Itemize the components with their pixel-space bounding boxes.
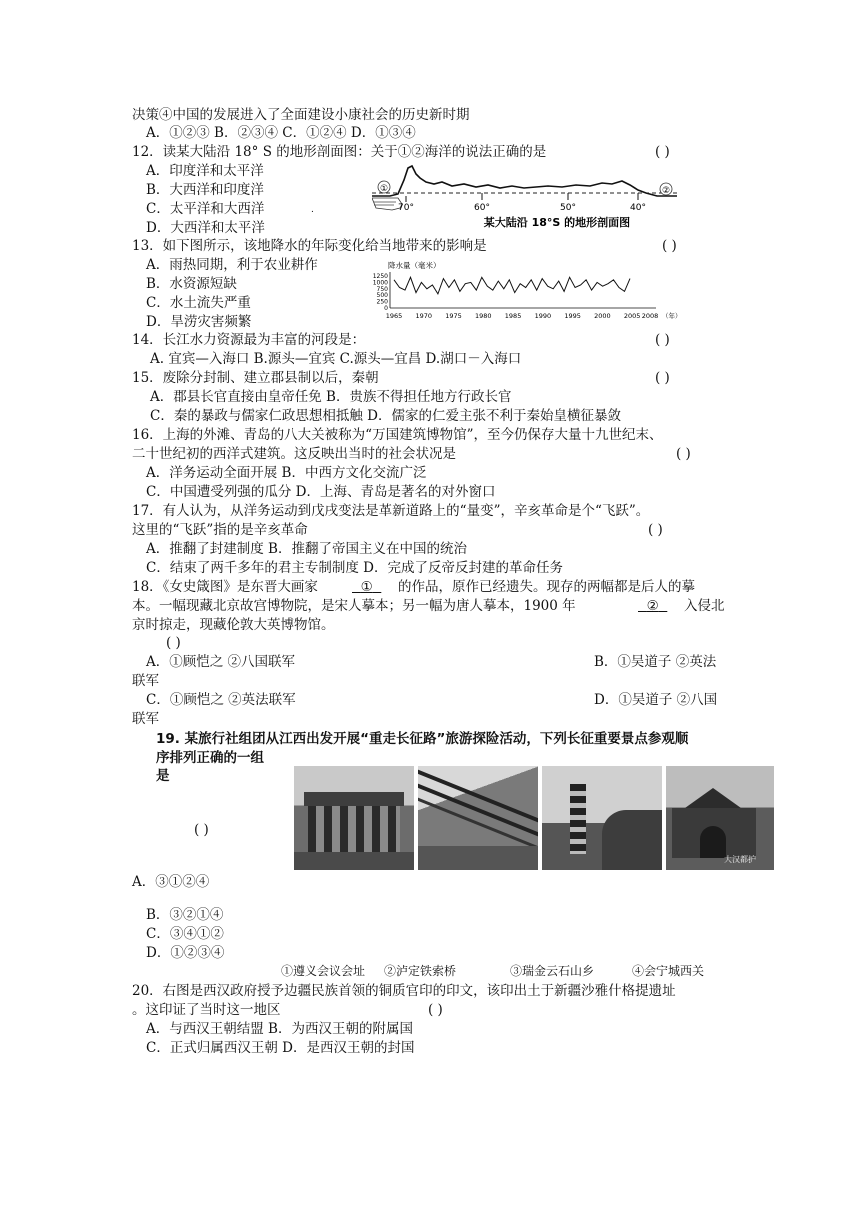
- photo-yunshi-mountain: [542, 766, 662, 870]
- profile-tick-60: 60°: [474, 203, 490, 213]
- q13-option-b: B．水资源短缺: [146, 276, 237, 292]
- q18-stem-line3: 京时掠走，现藏伦敦大英博物馆。: [132, 617, 335, 633]
- q18-stem-mid: 的作品，原作已经遗失。现存的两幅都是后人的摹: [398, 579, 695, 595]
- q16-answer-paren: ( ): [676, 446, 691, 462]
- q20-options-cd: C．正式归属西汉王朝 D．是西汉王朝的封国: [146, 1040, 415, 1056]
- stray-dot: .: [311, 205, 314, 215]
- rain-xtick-label: 1985: [504, 312, 522, 320]
- q13-answer-paren: ( ): [662, 238, 677, 254]
- q12-stem: 12．读某大陆沿 18° S 的地形剖面图：关于①②海洋的说法正确的是: [132, 144, 547, 160]
- rain-xtick-label: 1990: [534, 312, 552, 320]
- q18-blank-2-label: ②: [646, 598, 659, 614]
- rain-xtick-label: 1970: [415, 312, 433, 320]
- q17-options-ab: A．推翻了封建制度 B．推翻了帝国主义在中国的统治: [146, 541, 467, 557]
- terrain-profile-figure: [372, 160, 682, 230]
- q19-option-a: A．③①②④: [132, 874, 210, 890]
- profile-tick-50: 50°: [560, 203, 576, 213]
- q18-stem-start: 18．《女史箴图》是东晋大画家: [132, 579, 318, 595]
- q12-option-d: D．大西洋和太平洋: [146, 220, 265, 236]
- photo-huining-west-gate: [666, 766, 774, 870]
- q19-option-c: C．③④①②: [146, 926, 224, 942]
- q16-options-ab: A．洋务运动全面开展 B．中西方文化交流广泛: [146, 465, 427, 481]
- rain-ytick-label: 1000: [372, 279, 388, 287]
- q19-stem-cont: 序排列正确的一组: [156, 750, 264, 766]
- q18-blank-2: [638, 597, 667, 615]
- q19-stem: 19. 某旅行社组团从江西出发开展“重走长征路”旅游探险活动，下列长征重要景点参观顺: [156, 731, 689, 747]
- rainfall-chart: [366, 258, 686, 322]
- q18-option-d: D．①吴道子 ②八国: [594, 692, 718, 708]
- rain-ytick-label: 250: [376, 298, 388, 306]
- q18-option-c: C．①顾恺之 ②英法联军: [146, 692, 296, 708]
- rain-xtick-label: 1980: [475, 312, 492, 320]
- q19-caption-1: ①遵义会议会址: [281, 964, 366, 978]
- q17-answer-paren: ( ): [648, 522, 663, 538]
- rain-ytick-label: 500: [376, 292, 388, 300]
- q11-text-tail: 决策④中国的发展进入了全面建设小康社会的历史新时期: [132, 107, 470, 123]
- q11-options: A．①②③ B．②③④ C．①②④ D．①③④: [146, 125, 416, 141]
- q15-options-ab: A．郡县长官直接由皇帝任免 B．贵族不得担任地方行政长官: [150, 389, 512, 405]
- q15-options-cd: C．秦的暴政与儒家仁政思想相抵触 D．儒家的仁爱主张不利于秦始皇横征暴敛: [150, 408, 621, 424]
- q13-option-d: D．旱涝灾害频繁: [146, 314, 252, 330]
- q20-stem-cont: 。这印证了当时这一地区: [132, 1002, 281, 1018]
- q17-stem-cont: 这里的“飞跃”指的是辛亥革命: [132, 522, 308, 538]
- q18-stem-line2-end: 入侵北: [684, 598, 725, 614]
- q16-stem-cont: 二十世纪初的西洋式建筑。这反映出当时的社会状况是: [132, 446, 456, 462]
- q17-stem: 17．有人认为，从洋务运动到戊戌变法是革新道路上的“量变”，辛亥革命是个“飞跃”。: [132, 503, 650, 519]
- q12-option-a: A．印度洋和太平洋: [146, 163, 264, 179]
- rain-ytick-label: 1250: [372, 273, 388, 280]
- rain-xtick-label: 2000: [594, 312, 611, 320]
- q19-stem-end: 是: [156, 768, 170, 784]
- rain-ytick-label: 0: [384, 305, 388, 312]
- profile-marker-1: ①: [379, 184, 389, 194]
- rain-x-unit: （年）: [662, 312, 682, 320]
- profile-caption: 某大陆沿 18°S 的地形剖面图: [483, 216, 631, 229]
- rain-xtick-label: 2005: [623, 312, 641, 320]
- q18-option-b-wrap: 联军: [132, 673, 159, 689]
- q16-stem: 16．上海的外滩、青岛的八大关被称为“万国建筑博物馆”，至今仍保存大量十九世纪末、: [132, 427, 663, 443]
- photo-meeting-hall: [294, 766, 414, 870]
- q20-answer-paren: ( ): [428, 1002, 443, 1018]
- q18-option-b: B．①吴道子 ②英法: [594, 654, 717, 670]
- q15-answer-paren: ( ): [655, 370, 670, 386]
- profile-marker-2: ②: [661, 186, 671, 196]
- rain-series-line: [394, 277, 630, 294]
- q19-caption-3: ③瑞金云石山乡: [510, 964, 595, 978]
- q12-option-b: B．大西洋和印度洋: [146, 182, 264, 198]
- q12-answer-paren: ( ): [655, 144, 670, 160]
- q13-stem: 13．如下图所示，该地降水的年际变化给当地带来的影响是: [132, 238, 487, 254]
- q18-option-d-wrap: 联军: [132, 711, 159, 727]
- rain-xtick-label: 1995: [564, 312, 581, 320]
- q14-stem: 14．长江水力资源最为丰富的河段是：: [132, 332, 366, 348]
- rain-xtick-label: 1975: [445, 312, 462, 320]
- q17-options-cd: C．结束了两千多年的君主专制制度 D．完成了反帝反封建的革命任务: [146, 560, 563, 576]
- rain-xtick-label: 2008: [641, 312, 659, 320]
- q19-answer-paren: ( ): [194, 822, 209, 838]
- q18-blank-1: [352, 578, 381, 596]
- q18-stem-line2: 本。一幅现藏北京故宫博物院，是宋人摹本；另一幅为唐人摹本，1900 年: [132, 598, 576, 614]
- photo-stamp-text: 大汉都护: [724, 855, 756, 864]
- q12-option-c: C．太平洋和大西洋: [146, 201, 265, 217]
- photo-iron-chain-bridge: [418, 766, 538, 870]
- profile-tick-40: 40°: [630, 203, 646, 213]
- rain-chart-title: 降水量（毫米）: [388, 261, 441, 270]
- q19-option-d: D．①②③④: [146, 945, 225, 961]
- q13-option-a: A．雨热同期，利于农业耕作: [146, 257, 318, 273]
- q16-options-cd: C．中国遭受列强的瓜分 D．上海、青岛是著名的对外窗口: [146, 484, 496, 500]
- q20-stem: 20．右图是西汉政府授予边疆民族首领的铜质官印的印文，该印出土于新疆沙雅什格提遗址: [132, 983, 676, 999]
- q19-caption-4: ④会宁城西关: [632, 964, 705, 978]
- rain-xtick-label: 1965: [385, 312, 403, 320]
- q18-answer-paren: ( ): [166, 635, 181, 651]
- q15-stem: 15．废除分封制、建立郡县制以后，秦朝: [132, 370, 379, 386]
- profile-tick-70: 70°: [398, 203, 414, 213]
- q20-options-ab: A．与西汉王朝结盟 B．为西汉王朝的附属国: [146, 1021, 413, 1037]
- q13-option-c: C．水土流失严重: [146, 295, 251, 311]
- rain-ytick-label: 750: [376, 285, 388, 293]
- q19-caption-2: ②泸定铁索桥: [384, 964, 457, 978]
- q18-option-a: A．①顾恺之 ②八国联军: [146, 654, 296, 670]
- q14-answer-paren: ( ): [655, 332, 670, 348]
- q14-options: A. 宜宾—入海口 B.源头—宜宾 C.源头—宜昌 D.湖口－入海口: [150, 351, 522, 367]
- q19-option-b: B．③②①④: [146, 907, 224, 923]
- q18-blank-1-label: ①: [360, 579, 373, 595]
